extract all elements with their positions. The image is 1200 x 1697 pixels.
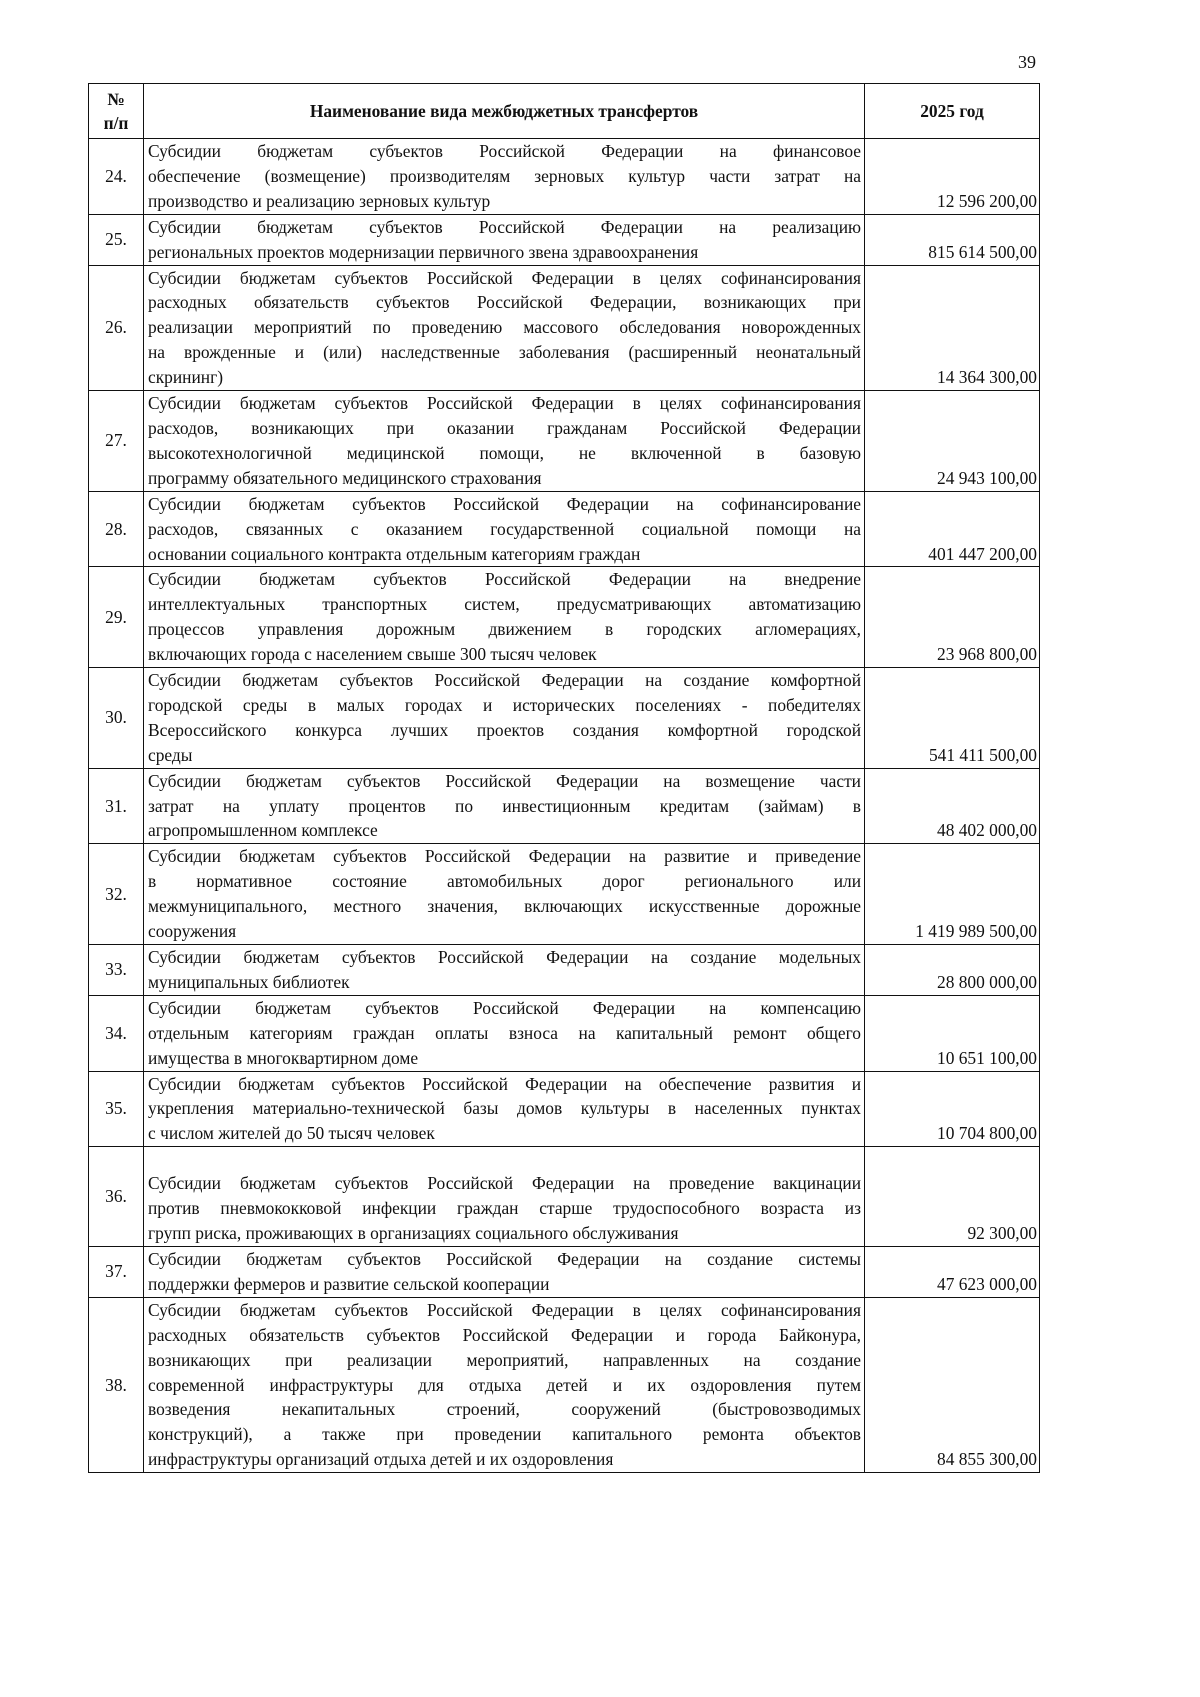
row-name [144,1297,865,1472]
table-row [89,1071,1040,1147]
row-name-line: с числом жителей до 50 тысяч человек [148,1123,435,1144]
row-name-line: против пневмококковой инфекции граждан старше трудоспособного возраста из [148,1198,861,1219]
row-name-line: Субсидии бюджетам субъектов Российской Федерации в целях софинансирования [148,393,861,414]
row-name-line: Субсидии бюджетам субъектов Российской Федерации на внедрение [148,569,861,590]
row-name-line: Субсидии бюджетам субъектов Российской Федерации на создание комфортной [148,670,861,691]
row-name-line: на врожденные и (или) наследственные заболевания (расширенный неонатальный [148,342,861,363]
table-row [89,1297,1040,1472]
row-name-line: Субсидии бюджетам субъектов Российской Федерации на компенсацию [148,997,861,1018]
row-name-line: включающих города с населением свыше 300 тысяч человек [148,644,597,665]
row-name-line: затрат на уплату процентов по инвестиционным кредитам (займам) в [148,795,861,816]
table-row [89,668,1040,769]
table-row [89,844,1040,945]
row-name-line: муниципальных библиотек [148,971,350,992]
row-name [144,1246,865,1297]
row-amount: 10 704 800,00 [865,1071,1040,1147]
table-row [89,1147,1040,1247]
row-name [144,567,865,668]
row-name-line: городской среды в малых городах и исторических поселениях - победителях [148,694,861,715]
row-name-line: групп риска, проживающих в организациях социального обслуживания [148,1223,679,1244]
row-amount: 23 968 800,00 [865,567,1040,668]
row-amount: 48 402 000,00 [865,768,1040,844]
row-name-line: обеспечение (возмещение) производителям зерновых культур части затрат на [148,165,861,186]
row-name-line: Субсидии бюджетам субъектов Российской Федерации на реализацию [148,216,861,237]
row-number: 34. [89,995,144,1071]
row-name-line: инфраструктуры организаций отдыха детей и их оздоровления [148,1449,614,1470]
row-number: 38. [89,1297,144,1472]
header-number [89,84,144,139]
table-row [89,945,1040,996]
row-name-line: отдельным категориям граждан оплаты взноса на капитальный ремонт общего [148,1022,861,1043]
row-number: 28. [89,491,144,567]
table-row [89,391,1040,492]
table-row [89,139,1040,215]
table-body [89,139,1040,1473]
table-row [89,214,1040,265]
row-name-line: расходных обязательств субъектов Российской Федерации, возникающих при [148,292,861,313]
row-amount: 1 419 989 500,00 [865,844,1040,945]
row-amount: 12 596 200,00 [865,139,1040,215]
row-name-line: высокотехнологичной медицинской помощи, не включенной в базовую [148,442,861,463]
row-amount: 92 300,00 [865,1147,1040,1247]
row-amount: 47 623 000,00 [865,1246,1040,1297]
row-number: 25. [89,214,144,265]
row-name [144,844,865,945]
row-amount: 401 447 200,00 [865,491,1040,567]
row-number: 27. [89,391,144,492]
row-number: 31. [89,768,144,844]
row-name [144,768,865,844]
row-name-line: сооружения [148,921,237,942]
row-name-line: возникающих при реализации мероприятий, направленных на создание [148,1349,861,1370]
row-name-line: конструкций), а также при проведении капитального ремонта объектов [148,1424,861,1445]
row-name-line: современной инфраструктуры для отдыха детей и их оздоровления путем [148,1374,861,1395]
row-name [144,1071,865,1147]
row-name-line: межмуниципального, местного значения, включающих искусственные дорожные [148,896,861,917]
row-name-line: Субсидии бюджетам субъектов Российской Федерации на развитие и приведение [148,846,861,867]
row-name-line: Субсидии бюджетам субъектов Российской Федерации на софинансирование [148,493,861,514]
row-name-line: Субсидии бюджетам субъектов Российской Федерации на финансовое [148,141,861,161]
row-number: 37. [89,1246,144,1297]
row-amount: 14 364 300,00 [865,265,1040,391]
row-name-line: агропромышленном комплексе [148,820,378,841]
page-number: 39 [1018,52,1036,72]
row-name [144,995,865,1071]
table-row [89,491,1040,567]
table-row [89,995,1040,1071]
row-name [144,214,865,265]
table-row [89,1246,1040,1297]
row-number: 35. [89,1071,144,1147]
row-name-line: Субсидии бюджетам субъектов Российской Федерации в целях софинансирования [148,267,861,288]
table-row [89,567,1040,668]
row-name [144,668,865,769]
row-name-line: расходов, возникающих при оказании гражданам Российской Федерации [148,417,861,438]
row-name-line: укрепления материально-технической базы домов культуры в населенных пунктах [148,1098,861,1119]
row-name-line: Субсидии бюджетам субъектов Российской Федерации на создание системы [148,1248,861,1269]
row-number: 30. [89,668,144,769]
row-name [144,491,865,567]
row-name [144,945,865,996]
row-name-line: Субсидии бюджетам субъектов Российской Федерации на создание модельных [148,947,861,967]
row-amount: 24 943 100,00 [865,391,1040,492]
header-number-line1: № [107,89,125,109]
row-name-line: расходных обязательств субъектов Российской Федерации и города Байконура, [148,1324,861,1345]
row-name-line: Всероссийского конкурса лучших проектов создания комфортной городской [148,719,861,740]
row-number: 29. [89,567,144,668]
row-name-line: имущества в многоквартирном доме [148,1047,419,1068]
row-number: 24. [89,139,144,215]
row-name-line: производство и реализацию зерновых культур [148,190,491,211]
row-name-line: основании социального контракта отдельным категориям граждан [148,543,641,564]
header-name: Наименование вида межбюджетных трансфертов [144,84,865,139]
row-name-line: Субсидии бюджетам субъектов Российской Федерации на проведение вакцинации [148,1173,861,1194]
row-name [144,139,865,215]
row-amount: 815 614 500,00 [865,214,1040,265]
row-name-line: расходов, связанных с оказанием государственной социальной помощи на [148,518,861,539]
row-name-line: Субсидии бюджетам субъектов Российской Федерации в целях софинансирования [148,1299,861,1320]
row-name-line: Субсидии бюджетам субъектов Российской Федерации на обеспечение развития и [148,1073,861,1094]
row-name-line: процессов управления дорожным движением в городских агломерациях, [148,619,861,640]
row-number: 33. [89,945,144,996]
transfers-table [88,83,1040,1473]
header-number-line2: п/п [103,113,129,133]
table-header-row [89,84,1040,139]
row-name [144,1147,865,1247]
row-name-line: возведения некапитальных строений, сооружений (быстровозводимых [148,1399,861,1420]
row-name-line: региональных проектов модернизации первичного звена здравоохранения [148,241,699,262]
row-name-line: Субсидии бюджетам субъектов Российской Федерации на возмещение части [148,770,861,791]
row-name [144,391,865,492]
row-name [144,265,865,391]
row-name-line: интеллектуальных транспортных систем, предусматривающих автоматизацию [148,594,861,615]
row-name-line: среды [148,744,193,765]
row-number: 26. [89,265,144,391]
row-amount: 28 800 000,00 [865,945,1040,996]
header-year: 2025 год [865,84,1040,139]
row-name-line: программу обязательного медицинского страхования [148,467,542,488]
row-number: 32. [89,844,144,945]
row-number: 36. [89,1147,144,1247]
row-amount: 84 855 300,00 [865,1297,1040,1472]
row-name-line: скрининг) [148,367,224,388]
row-name-line: реализации мероприятий по проведению массового обследования новорожденных [148,317,861,338]
table-row [89,768,1040,844]
row-name-line: в нормативное состояние автомобильных дорог регионального или [148,871,861,892]
row-amount: 10 651 100,00 [865,995,1040,1071]
row-name-line: поддержки фермеров и развитие сельской кооперации [148,1273,550,1294]
table-row [89,265,1040,391]
row-amount: 541 411 500,00 [865,668,1040,769]
